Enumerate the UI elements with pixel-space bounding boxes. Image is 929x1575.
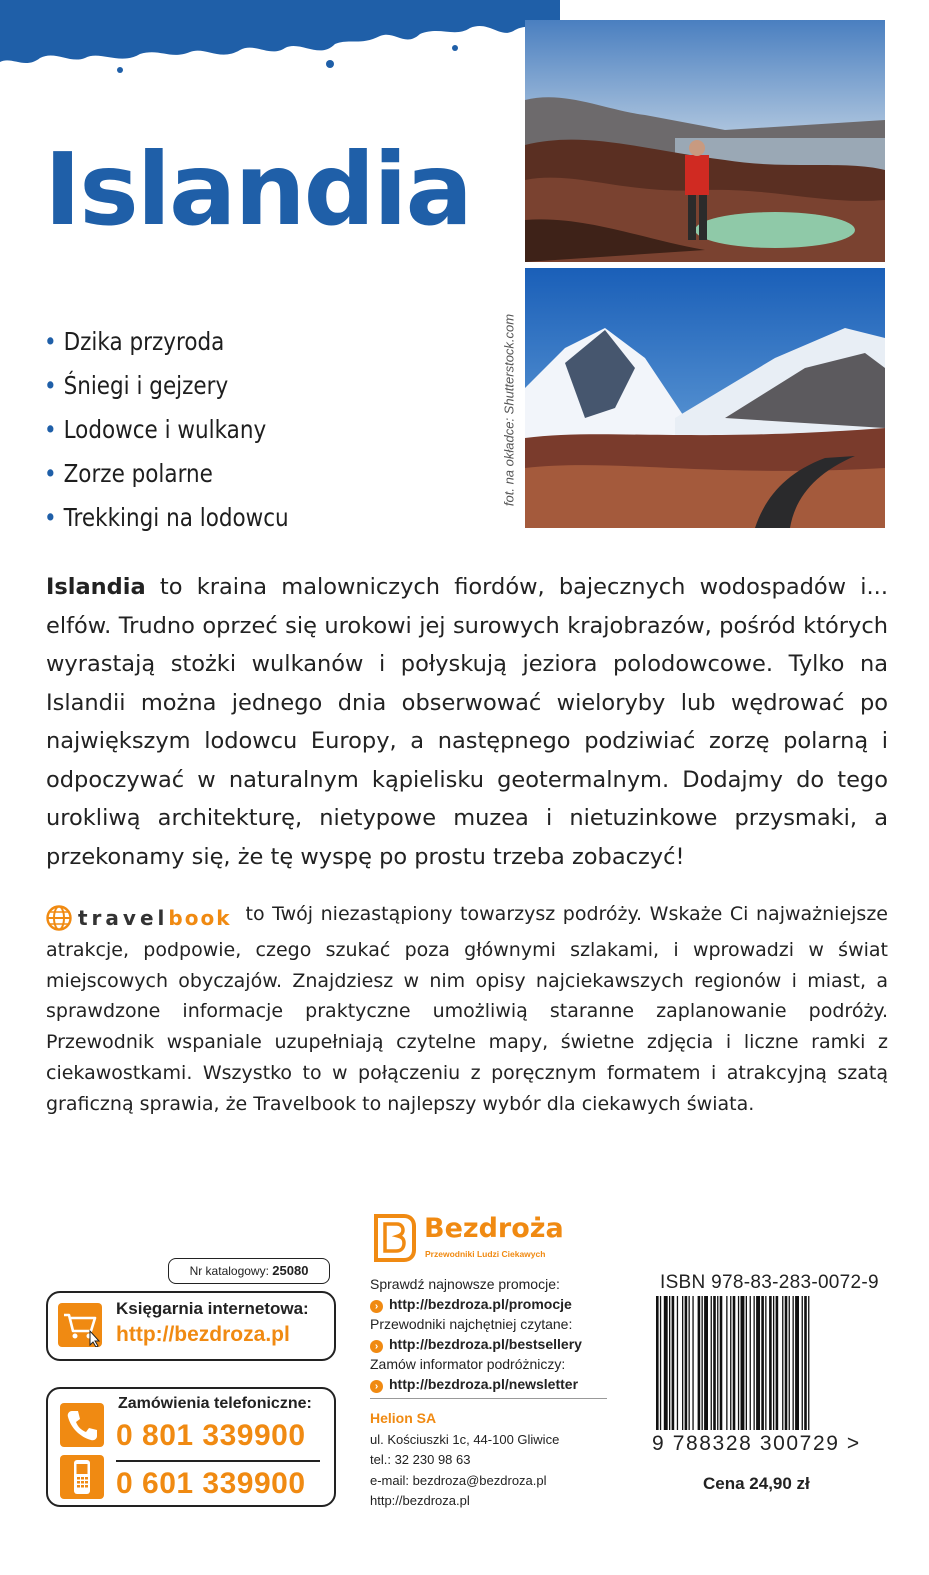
company-name: Helion SA [370,1410,437,1426]
promo-link[interactable]: › http://bezdroza.pl/promocje [370,1296,572,1313]
travelbook-logo: travelbook [46,903,232,935]
arrow-right-icon: › [370,1340,383,1353]
cover-photo-mountain-road [525,268,885,528]
mobile-phone-icon [60,1455,104,1499]
shopping-cart-icon [58,1303,102,1347]
divider [116,1460,320,1462]
publisher-tagline: Przewodniki Ludzi Ciekawych [425,1249,546,1259]
book-title: Islandia [44,131,472,248]
phone-orders-box [46,1387,336,1507]
newsletter-caption: Zamów informator podróżniczy: [370,1356,566,1372]
highlight-item: • Trekkingi na lodowcu [44,503,289,532]
paint-splash-decoration [0,0,560,75]
bestsellers-link[interactable]: › http://bezdroza.pl/bestsellery [370,1336,582,1353]
arrow-right-icon: › [370,1380,383,1393]
highlight-item: • Dzika przyroda [44,327,225,356]
shop-label: Księgarnia internetowa: [116,1299,309,1318]
highlight-item: • Lodowce i wulkany [44,415,267,444]
online-shop-box[interactable] [46,1291,336,1361]
company-website[interactable]: http://bezdroza.pl [370,1493,470,1508]
cover-photo-crater-lake [525,20,885,262]
highlight-item: • Śniegi i gejzery [44,371,229,400]
highlights-list [44,322,329,542]
phone-orders-label: Zamówienia telefoniczne: [118,1395,312,1412]
company-email[interactable]: e-mail: bezdroza@bezdroza.pl [370,1473,547,1488]
photo-credit: fot. na okładce: Shutterstock.com [501,313,517,507]
intro-text: to kraina malowniczych fiordów, bajecznych wodospadów i... elfów. Trudno oprzeć się urokowi jej surowych krajobrazów, pośród których wyrastają stożki wulkanów i połyskują jeziora polodowcowe. Tylko na Islandii można jednego dnia obserwować wieloryby lub wędrować po największym lodowcu Europy, a następnego podziwiać zorzę polarną i odpoczywać w naturalnym kąpielisku geotermalnym. Dodajmy do tego urokliwą architekturę, nietypowe muzea i nietuzinkowe przysmaki, a przekonamy się, że tę wyspę po prostu trzeba zobaczyć! [46,574,888,870]
barcode [652,1296,872,1430]
divider [370,1398,607,1399]
promo-caption: Sprawdź najnowsze promocje: [370,1276,560,1292]
shop-url[interactable]: http://bezdroza.pl [116,1323,290,1346]
arrow-right-icon: › [370,1300,383,1313]
phone-handset-icon [60,1403,104,1447]
phone-number[interactable]: 0 801 339900 [116,1419,306,1452]
bezdroza-logo-icon [370,1212,416,1262]
travelbook-text: to Twój niezastąpiony towarzysz podróży. Wskaże Ci najważniejsze atrakcje, podpowie, czego szukać poza głównymi szlakami, i wprowadzi w świat miejscowych obyczajów. Znajdziesz w nim opisy najciekawszych regionów i miast, a sprawdzone informacje praktyczne umożliwią staranne zaplanowanie podróży. Przewodnik wspaniale uzupełniają czytelne mapy, świetne zdjęcia i liczne ramki z ciekawostkami. Wszystko to w połączeniu z poręcznym formatem i atrakcyjną szatą graficzną sprawia, że Travelbook to najlepszy wybór dla ciekawych świata. [46,903,888,1115]
publisher-name: Bezdroża [424,1213,564,1244]
bestsellers-caption: Przewodniki najchętniej czytane: [370,1316,573,1332]
newsletter-link[interactable]: › http://bezdroza.pl/newsletter [370,1376,578,1393]
highlight-item: • Zorze polarne [44,459,213,488]
isbn: ISBN 978-83-283-0072-9 [660,1272,879,1293]
barcode-digits: 9 788328 300729 > [652,1432,861,1455]
catalog-number: Nr katalogowy: 25080 [168,1258,330,1284]
globe-icon [46,905,72,931]
company-phone: tel.: 32 230 98 63 [370,1452,471,1467]
intro-lead: Islandia [46,574,146,600]
company-address: ul. Kościuszki 1c, 44-100 Gliwice [370,1432,560,1447]
intro-paragraph [46,568,888,876]
price: Cena 24,90 zł [703,1474,810,1493]
phone-number[interactable]: 0 601 339900 [116,1467,306,1500]
travelbook-paragraph [46,899,888,1120]
